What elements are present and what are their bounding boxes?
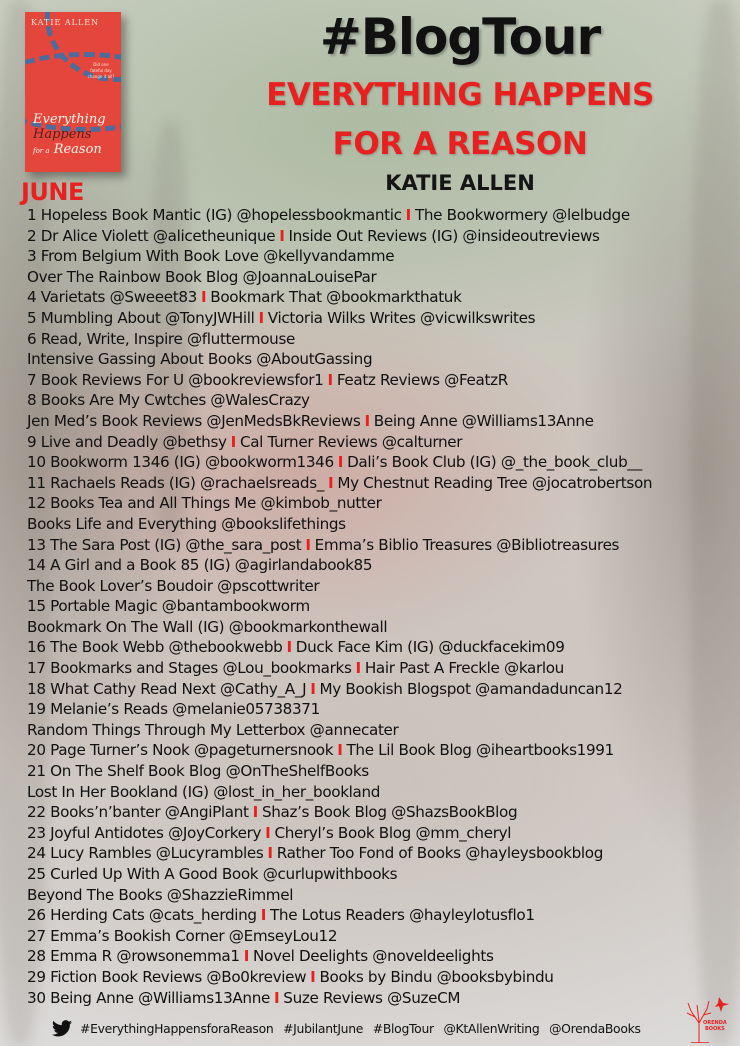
blog-entry: 13 The Sara Post (IG) @the_sara_post xyxy=(27,535,302,554)
cover-title: Everything Happens for a Reason xyxy=(33,112,106,157)
schedule-line xyxy=(27,761,740,782)
footer-tag-list xyxy=(80,1021,647,1036)
separator-bar: I xyxy=(273,988,280,1007)
separator-bar: I xyxy=(328,473,334,492)
blog-entry: Bookmark On The Wall (IG) @bookmarkonthewall xyxy=(27,617,388,636)
blog-entry: 26 Herding Cats @cats_herding xyxy=(27,906,257,925)
blog-entry: Victoria Wilks Writes @vicwilkswrites xyxy=(267,308,536,327)
schedule-line xyxy=(27,679,740,700)
separator-bar: I xyxy=(265,823,271,842)
blog-entry: Books by Bindu @booksbybindu xyxy=(319,967,554,986)
separator-bar: I xyxy=(364,411,370,430)
blog-entry: 6 Read, Write, Inspire @fluttermouse xyxy=(27,329,295,348)
schedule-line xyxy=(27,658,740,679)
schedule-line xyxy=(27,946,740,967)
schedule-line xyxy=(27,576,740,597)
hashtag-blogtour[interactable]: #BlogTour xyxy=(372,1021,434,1036)
schedule-line xyxy=(27,988,740,1009)
schedule-line xyxy=(27,246,740,267)
blog-entry: 19 Melanie’s Reads @melanie05738371 xyxy=(27,700,320,719)
blog-entry: 7 Book Reviews For U @bookreviewsfor1 xyxy=(27,370,324,389)
blog-entry: Books Life and Everything @bookslifethings xyxy=(27,514,346,533)
blog-entry: The Bookwormery @lelbudge xyxy=(414,206,630,224)
separator-bar: I xyxy=(200,288,207,307)
blog-entry: My Chestnut Reading Tree @jocatrobertson xyxy=(337,473,653,492)
blog-entry: 2 Dr Alice Violett @alicetheunique xyxy=(27,226,276,245)
blog-entry: 16 The Book Webb @thebookwebb xyxy=(27,638,283,657)
schedule-line xyxy=(27,720,740,741)
schedule-line xyxy=(27,699,740,720)
schedule-line xyxy=(27,802,740,823)
separator-bar: I xyxy=(230,432,236,451)
blog-entry: 22 Books’n’banter @AngiPlant xyxy=(27,803,249,822)
separator-bar: I xyxy=(405,206,411,224)
blog-entry: Suze Reviews @SuzeCM xyxy=(283,988,461,1007)
blog-entry: 10 Bookworm 1346 (IG) @bookworm1346 xyxy=(27,453,334,472)
schedule-line xyxy=(27,864,740,885)
schedule-line xyxy=(27,473,740,494)
separator-bar: I xyxy=(337,741,343,760)
separator-bar: I xyxy=(252,803,258,822)
schedule-line xyxy=(27,885,740,906)
schedule-line xyxy=(27,967,740,988)
blog-entry: 14 A Girl and a Book 85 (IG) @agirlandabook85 xyxy=(27,556,373,575)
blog-entry: 25 Curled Up With A Good Book @curlupwithbooks xyxy=(27,865,398,883)
blog-entry: 28 Emma R @rowsonemma1 xyxy=(27,947,240,966)
blog-entry: 23 Joyful Antidotes @JoyCorkery xyxy=(27,823,262,842)
schedule-line xyxy=(27,349,740,370)
blog-entry: Cal Turner Reviews @calturner xyxy=(239,432,463,451)
separator-bar: I xyxy=(243,947,250,966)
blog-entry: Emma’s Biblio Treasures @Bibliotreasures xyxy=(314,535,620,554)
schedule-line xyxy=(27,452,740,473)
blog-entry: 1 Hopeless Book Mantic (IG) @hopelessbookmantic xyxy=(27,206,402,224)
book-title-line2: FOR A REASON xyxy=(332,126,588,162)
schedule-line xyxy=(27,308,740,329)
separator-bar: I xyxy=(310,967,316,986)
blog-entry: Rather Too Fond of Books @hayleysbookblog xyxy=(276,844,603,863)
blog-entry: Beyond The Books @ShazzieRimmel xyxy=(27,885,294,904)
blog-entry: 11 Rachaels Reads (IG) @rachaelsreads_ xyxy=(27,473,324,492)
blog-entry: Featz Reviews @FeatzR xyxy=(336,370,508,389)
tree-bird-icon xyxy=(683,993,733,1043)
handle-publisher[interactable]: @OrendaBooks xyxy=(549,1021,641,1036)
footer-hashtags xyxy=(52,1020,647,1037)
schedule-line xyxy=(27,432,740,453)
hashtag-book[interactable]: #EverythingHappensforaReason xyxy=(80,1021,274,1036)
blog-entry: 3 From Belgium With Book Love @kellyvandamme xyxy=(27,247,395,266)
schedule-line xyxy=(27,823,740,844)
blog-entry: 30 Being Anne @Williams13Anne xyxy=(27,988,270,1007)
schedule-line xyxy=(27,555,740,576)
blog-entry: 9 Live and Deadly @bethsy xyxy=(27,432,227,451)
blog-entry: 24 Lucy Rambles @Lucyrambles xyxy=(27,844,264,863)
orenda-books-logo xyxy=(683,993,733,1043)
blog-entry: 20 Page Turner’s Nook @pageturnersnook xyxy=(27,741,334,760)
blog-entry: The Lotus Readers @hayleylotusflo1 xyxy=(270,906,535,925)
blog-entry: 15 Portable Magic @bantambookworm xyxy=(27,597,310,616)
blogtour-hashtag: #BlogTour xyxy=(319,8,601,66)
blog-entry: 29 Fiction Book Reviews @Bo0kreview xyxy=(27,967,307,986)
schedule-line xyxy=(27,226,740,247)
twitter-bird-icon xyxy=(52,1020,72,1037)
blog-entry: Cheryl’s Book Blog @mm_cheryl xyxy=(274,823,512,842)
separator-bar: I xyxy=(267,844,273,863)
schedule-line xyxy=(27,370,740,391)
separator-bar: I xyxy=(286,638,292,657)
schedule-line xyxy=(27,535,740,556)
schedule-line xyxy=(27,782,740,803)
blog-entry: 5 Mumbling About @TonyJWHill xyxy=(27,308,255,327)
schedule-line xyxy=(27,493,740,514)
schedule-line xyxy=(27,411,740,432)
blog-entry: 12 Books Tea and All Things Me @kimbob_nutter xyxy=(27,494,382,513)
separator-bar: I xyxy=(258,308,264,327)
blog-entry: The Book Lover’s Boudoir @pscottwriter xyxy=(27,576,320,595)
separator-bar: I xyxy=(260,906,266,925)
schedule-line xyxy=(27,740,740,761)
schedule-line xyxy=(27,617,740,638)
book-cover-image xyxy=(25,12,121,172)
separator-bar: I xyxy=(327,370,333,389)
blog-entry: Intensive Gassing About Books @AboutGassing xyxy=(27,350,373,369)
blog-entry: 17 Bookmarks and Stages @Lou_bookmarks xyxy=(27,659,352,678)
schedule-line xyxy=(27,205,740,226)
blog-entry: Shaz’s Book Blog @ShazsBookBlog xyxy=(261,803,518,822)
month-label: JUNE xyxy=(21,178,84,206)
schedule-line xyxy=(27,905,740,926)
separator-bar: I xyxy=(337,453,344,472)
logo-text: ORENDA BOOKS xyxy=(703,1020,727,1032)
blog-entry: My Bookish Blogspot @amandaduncan12 xyxy=(319,679,623,698)
blog-entry: Jen Med’s Book Reviews @JenMedsBkReviews xyxy=(27,411,361,430)
blog-entry: Novel Deelights @noveldeelights xyxy=(253,947,494,966)
separator-bar: I xyxy=(305,535,311,554)
blog-entry: Random Things Through My Letterbox @annecater xyxy=(27,720,399,739)
schedule-line xyxy=(27,514,740,535)
blog-entry: Dali’s Book Club (IG) @_the_book_club__ xyxy=(347,453,642,472)
tour-schedule-list xyxy=(27,205,740,1008)
blog-entry: 8 Books Are My Cwtches @WalesCrazy xyxy=(27,391,310,410)
blog-entry: 21 On The Shelf Book Blog @OnTheShelfBooks xyxy=(27,762,369,781)
blog-entry: Inside Out Reviews (IG) @insideoutreviews xyxy=(288,226,600,245)
separator-bar: I xyxy=(355,659,361,678)
blog-entry: 18 What Cathy Read Next @Cathy_A_J xyxy=(27,679,307,698)
blog-entry: 27 Emma’s Bookish Corner @EmseyLou12 xyxy=(27,926,338,945)
schedule-line xyxy=(27,267,740,288)
schedule-line xyxy=(27,287,740,308)
book-title-line1: EVERYTHING HAPPENS xyxy=(266,77,654,113)
schedule-line xyxy=(27,926,740,947)
blog-entry: Lost In Her Bookland (IG) @lost_in_her_bookland xyxy=(27,782,381,801)
cover-tagline: Did one fateful day change it all? xyxy=(87,62,115,79)
separator-bar: I xyxy=(310,679,316,698)
separator-bar: I xyxy=(279,226,285,245)
cover-author: KATIE ALLEN xyxy=(31,18,100,27)
author-name: KATIE ALLEN xyxy=(385,171,535,195)
schedule-line xyxy=(27,596,740,617)
schedule-line xyxy=(27,843,740,864)
blog-entry: Over The Rainbow Book Blog @JoannaLouisePar xyxy=(27,267,377,286)
handle-author[interactable]: @KtAllenWriting xyxy=(443,1021,540,1036)
blog-entry: Duck Face Kim (IG) @duckfacekim09 xyxy=(295,638,565,657)
schedule-line xyxy=(27,390,740,411)
blog-entry: Hair Past A Freckle @karlou xyxy=(364,659,564,678)
blog-entry: The Lil Book Blog @iheartbooks1991 xyxy=(346,741,614,760)
schedule-line xyxy=(27,637,740,658)
schedule-line xyxy=(27,329,740,350)
blog-entry: Bookmark That @bookmarkthatuk xyxy=(210,288,462,307)
hashtag-jubilant-june[interactable]: #JubilantJune xyxy=(283,1021,364,1036)
blog-entry: Being Anne @Williams13Anne xyxy=(373,411,594,430)
blog-entry: 4 Varietats @Sweeet83 xyxy=(27,288,197,307)
